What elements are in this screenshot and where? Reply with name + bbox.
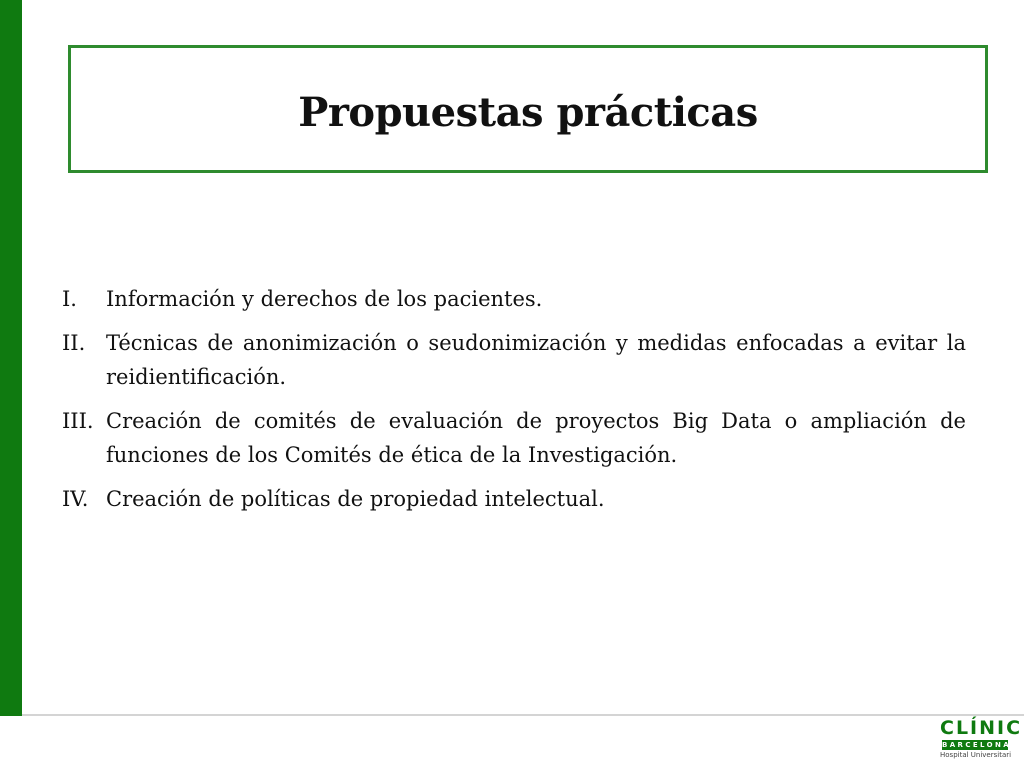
list-item-number: II.: [62, 331, 86, 355]
logo-city: BARCELONA: [942, 741, 1012, 749]
left-accent-bar: [0, 0, 22, 716]
list-item: [62, 326, 966, 394]
logo-name: CLÍNIC: [940, 717, 1023, 739]
list-item: [62, 482, 966, 516]
title-box: [68, 45, 988, 173]
list-item: [62, 282, 966, 316]
footer-divider: [22, 714, 1024, 716]
list-item-text: Información y derechos de los pacientes.: [106, 287, 543, 311]
list-item-text: Técnicas de anonimización o seudonimización y medidas enfocadas a evitar la reidientificación.: [106, 331, 966, 389]
list-item-number: I.: [62, 287, 77, 311]
clinic-logo: [940, 717, 1023, 763]
proposals-list: [62, 282, 966, 526]
list-item-text: Creación de comités de evaluación de proyectos Big Data o ampliación de funciones de los Comités de ética de la Investigación.: [106, 409, 966, 467]
list-item-number: III.: [62, 409, 94, 433]
list-item-number: IV.: [62, 487, 89, 511]
page-title: Propuestas prácticas: [298, 88, 758, 136]
list-item: [62, 404, 966, 472]
list-item-text: Creación de políticas de propiedad intelectual.: [106, 487, 605, 511]
logo-subtitle: Hospital Universitari: [940, 751, 1012, 759]
